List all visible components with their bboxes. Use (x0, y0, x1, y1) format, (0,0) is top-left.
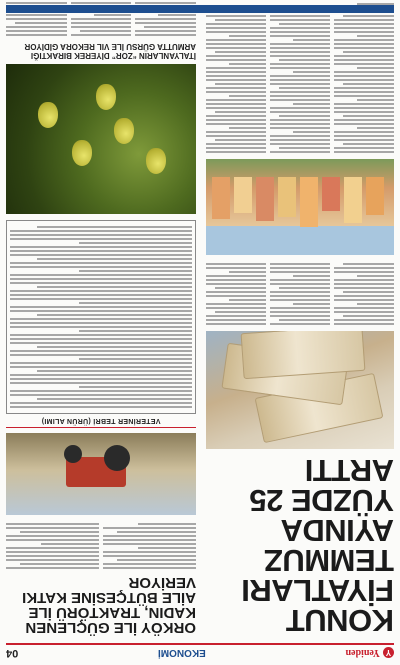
page-number: 04 (6, 647, 19, 659)
footer-bar (6, 5, 394, 13)
pear-shape (72, 140, 92, 166)
article-text (206, 261, 394, 327)
houses-photo (206, 159, 394, 255)
right-column (6, 0, 196, 635)
tractor-wheel-shape (104, 445, 130, 471)
pear-shape (114, 118, 134, 144)
notice-box (6, 220, 196, 414)
pear-shape (38, 102, 58, 128)
left-column (206, 1, 394, 638)
pear-shape (96, 84, 116, 110)
money-photo (206, 331, 394, 449)
tractor-wheel-shape (64, 445, 82, 463)
masthead (6, 643, 394, 661)
second-headline: ORKÖY İLE GÜÇLENEN KADIN, TRAKTÖRÜ İLE AİLE BÜTÇESİNE KATKI VERİYOR (22, 574, 196, 636)
divider (6, 427, 196, 428)
main-headline: KONUT FİYATLARI TEMMUZ AYINDA YÜZDE 25 ARTTI (241, 453, 394, 638)
pear-shape (146, 148, 166, 174)
article-text (6, 521, 196, 571)
tractor-photo (6, 433, 196, 515)
logo-text: Yeniden (345, 647, 380, 659)
banknote-shape (241, 331, 366, 379)
section-name: EKONOMİ (158, 647, 206, 659)
logo-mark-icon: Y (383, 648, 394, 659)
pears-photo (6, 64, 196, 214)
notice-title: VETERİNER TEBRİ (ÜRÜN ALIMI) (41, 417, 161, 424)
newspaper-logo (346, 648, 394, 659)
pears-headline: İTALYANLARIN “ZOR” DİYEREK BIRAKTIĞI ARMUTTA GÜRSU İLE VIL REKORA GİDİYOR (24, 42, 196, 60)
article-text (206, 1, 394, 155)
